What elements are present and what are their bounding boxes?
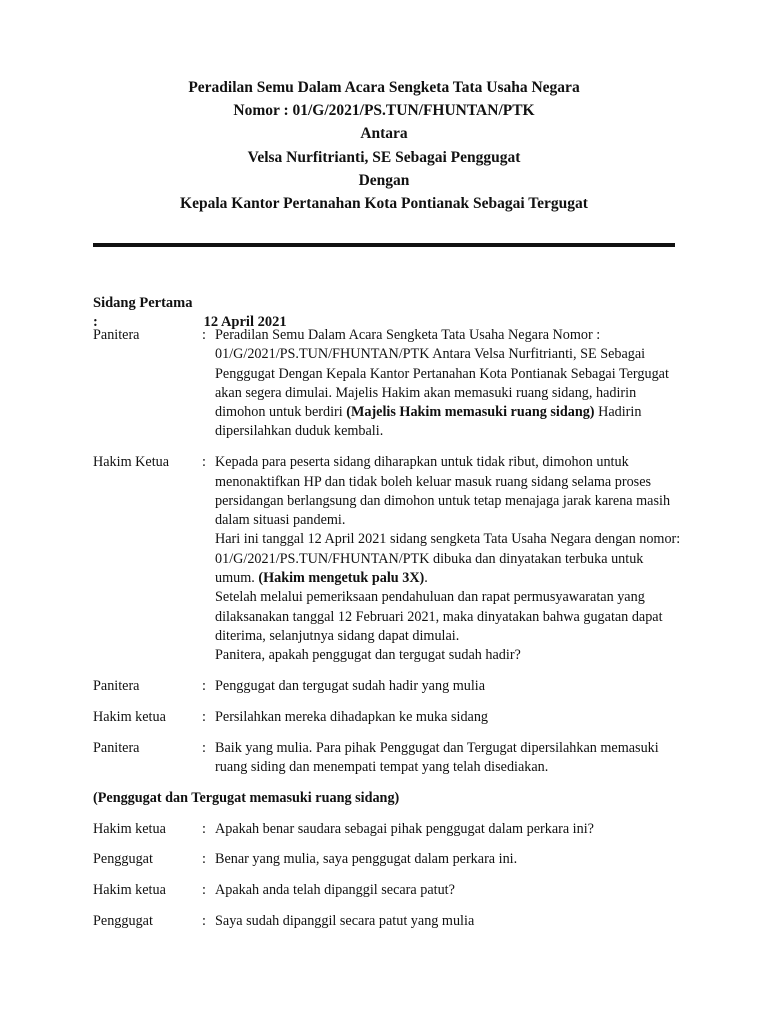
speech-content [215,881,683,900]
session-date: 12 April 2021 [203,314,287,330]
dialog-row [93,453,683,665]
speech-content [215,453,683,665]
speech-text: Apakah anda telah dipanggil secara patut? [215,882,455,899]
speech-content [215,708,683,727]
title-line: Dengan [358,171,410,189]
speaker-name: Panitera [93,739,140,756]
colon-separator: : [202,820,206,837]
speech-content [215,677,683,696]
speech-paragraph [215,530,683,588]
dialog-row [93,912,683,931]
title-line: Antara [360,125,408,143]
speaker-name: Hakim ketua [93,882,166,899]
speech-text: Panitera, apakah penggugat dan tergugat sudah hadir? [215,647,521,664]
speech-content [215,326,683,442]
speech-text: Apakah benar saudara sebagai pihak penggugat dalam perkara ini? [215,820,594,837]
speech-text: Hari ini tanggal 12 April 2021 sidang sengketa Tata Usaha Negara dengan nomor: 01/G/2021/PS.TUN/FHUNTAN/PTK dibuka dan dinyatakan terbuka untuk umum. [215,531,681,587]
speech-text: Penggugat dan tergugat sudah hadir yang mulia [215,678,486,695]
colon-separator: : [202,678,206,695]
speech-text: Hadirin dipersilahkan duduk kembali. [215,404,642,440]
colon-separator: : [202,912,206,929]
colon-separator: : [202,739,206,756]
dialog-row [93,820,683,839]
dialog-row [93,326,683,442]
document-title [0,76,768,215]
dialog-row [93,881,683,900]
speech-text: Kepada para peserta sidang diharapkan untuk tidak ribut, dimohon untuk menonaktifkan HP dan tidak boleh keluar masuk ruang sidang selama proses persidangan berlangsung dan dimohon untuk tetap menajaga jarak karena masih dalam situasi pandemi. [215,454,671,529]
speech-content [215,850,683,869]
speech-text: Peradilan Semu Dalam Acara Sengketa Tata Usaha Negara Nomor : 01/G/2021/PS.TUN/FHUNTAN/PTK Antara Velsa Nurfitrianti, SE Sebagai Penggugat Dengan Kepala Kantor Pertanahan Kota Pontianak Sebagai Tergugat akan segera dimulai. Majelis Hakim akan memasuki ruang sidang, hadirin dimohon untuk berdiri [215,327,669,421]
speech-text: Saya sudah dipanggil secara patut yang mulia [215,912,475,929]
speech-text: Baik yang mulia. Para pihak Penggugat dan Tergugat dipersilahkan memasuki ruang siding dan menempati tempat yang telah disediakan. [215,739,659,775]
speaker-name: Hakim ketua [93,820,166,837]
speech-text: Persilahkan mereka dihadapkan ke muka sidang [215,708,489,725]
colon-separator: : [202,454,206,471]
bold-stage-direction: (Majelis Hakim memasuki ruang sidang) [346,404,595,421]
title-line: Nomor : 01/G/2021/PS.TUN/FHUNTAN/PTK [233,102,535,120]
dialog-row [93,677,683,696]
colon-separator: : [202,327,206,343]
stage-direction: (Penggugat dan Tergugat memasuki ruang sidang) [93,789,400,806]
session-label: Sidang Pertama : [93,295,193,330]
speech-text: Benar yang mulia, saya penggugat dalam perkara ini. [215,851,518,868]
speaker-name: Panitera [93,678,140,695]
bold-stage-direction: (Hakim mengetuk palu 3X) [258,570,425,587]
speech-paragraph [215,646,683,665]
dialog-transcript [93,326,683,943]
speaker-name: Hakim Ketua [93,454,170,471]
title-line: Velsa Nurfitrianti, SE Sebagai Penggugat [247,148,521,166]
speech-paragraph [215,453,683,530]
dialog-row [93,739,683,778]
speaker-name: Hakim ketua [93,708,166,725]
speech-content [215,739,683,778]
speaker-name: Panitera [93,327,140,343]
speech-text: . [424,570,428,587]
colon-separator: : [202,882,206,899]
speech-text: Setelah melalui pemeriksaan pendahuluan dan rapat permusyawaratan yang dilaksanakan tanggal 12 Februari 2021, maka dinyatakan bahwa gugatan dapat diterima, selanjutnya sidang dapat dimulai. [215,589,663,644]
colon-separator: : [202,851,206,868]
speech-paragraph [215,588,683,646]
colon-separator: : [202,708,206,725]
title-line: Peradilan Semu Dalam Acara Sengketa Tata Usaha Negara [188,79,580,96]
horizontal-divider [93,243,675,247]
speaker-name: Penggugat [93,912,153,929]
dialog-row [93,708,683,727]
speaker-name: Penggugat [93,851,153,868]
dialog-row [93,850,683,869]
speech-content [215,912,683,931]
title-line: Kepala Kantor Pertanahan Kota Pontianak Sebagai Tergugat [180,195,588,213]
speech-content [215,820,683,839]
